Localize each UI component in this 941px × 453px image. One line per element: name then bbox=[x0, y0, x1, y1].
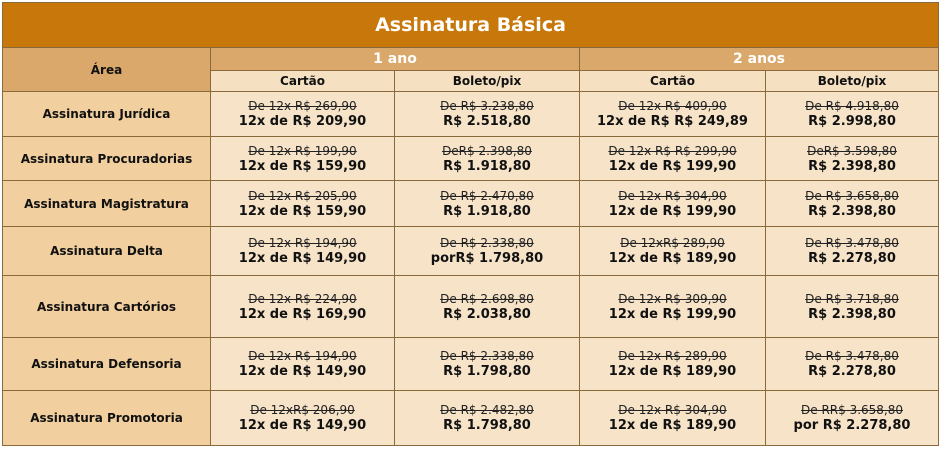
area-column-header: Área bbox=[3, 48, 211, 92]
method-header-cartao-1: Cartão bbox=[211, 71, 395, 92]
new-price: 12x de R$ 189,90 bbox=[608, 418, 737, 433]
period-header-1-ano: 1 ano bbox=[211, 48, 580, 71]
old-price: De R$ 2.470,80 bbox=[440, 188, 534, 203]
old-price: De 12x R$ 304,90 bbox=[618, 403, 727, 417]
old-price: De R$ 2.698,80 bbox=[440, 291, 534, 306]
new-price: 12x de R$ 199,90 bbox=[608, 306, 737, 322]
new-price: R$ 1.918,80 bbox=[443, 203, 531, 219]
price-cell bbox=[395, 181, 580, 227]
new-price: 12x de R$ 189,90 bbox=[608, 251, 737, 266]
pricing-table bbox=[2, 2, 939, 446]
price-cell bbox=[395, 227, 580, 276]
method-header-cartao-2: Cartão bbox=[580, 71, 766, 92]
row-label: Assinatura Delta bbox=[3, 227, 211, 276]
table-row bbox=[3, 137, 939, 181]
new-price: 12x de R$ 199,90 bbox=[608, 158, 737, 174]
new-price: 12x de R$ R$ 249,89 bbox=[597, 114, 748, 129]
table-row bbox=[3, 181, 939, 227]
table-row bbox=[3, 338, 939, 391]
old-price: DeR$ 3.598,80 bbox=[807, 143, 897, 158]
new-price: R$ 2.278,80 bbox=[808, 364, 896, 379]
method-header-boleto-2: Boleto/pix bbox=[766, 71, 939, 92]
price-cell bbox=[766, 137, 939, 181]
price-cell bbox=[766, 92, 939, 137]
price-cell bbox=[580, 227, 766, 276]
price-cell bbox=[395, 137, 580, 181]
price-cell bbox=[580, 92, 766, 137]
old-price: De 12x R$ 309,90 bbox=[618, 291, 727, 306]
new-price: porR$ 1.798,80 bbox=[430, 251, 544, 266]
price-cell bbox=[211, 338, 395, 391]
old-price: De 12x R$ 205,90 bbox=[248, 188, 357, 203]
new-price: R$ 2.998,80 bbox=[808, 114, 896, 129]
price-cell bbox=[580, 391, 766, 446]
new-price: R$ 2.398,80 bbox=[808, 306, 896, 322]
old-price: De R$ 3.478,80 bbox=[805, 349, 899, 363]
price-cell bbox=[211, 276, 395, 338]
new-price: R$ 2.038,80 bbox=[443, 306, 531, 322]
price-cell bbox=[766, 181, 939, 227]
new-price: 12x de R$ 209,90 bbox=[238, 114, 367, 129]
table-row bbox=[3, 227, 939, 276]
price-cell bbox=[580, 338, 766, 391]
old-price: De 12x R$ 269,90 bbox=[248, 99, 357, 113]
new-price: 12x de R$ 169,90 bbox=[238, 306, 367, 322]
table-row bbox=[3, 92, 939, 137]
new-price: por R$ 2.278,80 bbox=[793, 418, 911, 433]
old-price: De R$ 3.478,80 bbox=[805, 236, 899, 250]
price-cell bbox=[766, 391, 939, 446]
old-price: DeR$ 2.398,80 bbox=[442, 143, 532, 158]
price-cell bbox=[211, 391, 395, 446]
price-cell bbox=[580, 137, 766, 181]
new-price: 12x de R$ 149,90 bbox=[238, 364, 367, 379]
table-title: Assinatura Básica bbox=[3, 3, 939, 48]
old-price: De R$ 2.338,80 bbox=[440, 349, 534, 363]
table-row bbox=[3, 276, 939, 338]
price-cell bbox=[580, 181, 766, 227]
price-cell bbox=[211, 181, 395, 227]
row-label: Assinatura Jurídica bbox=[3, 92, 211, 137]
period-header-2-anos: 2 anos bbox=[580, 48, 939, 71]
old-price: De R$ 2.482,80 bbox=[440, 403, 534, 417]
new-price: R$ 1.918,80 bbox=[443, 158, 531, 174]
new-price: R$ 1.798,80 bbox=[443, 418, 531, 433]
price-cell bbox=[211, 92, 395, 137]
old-price: De 12x R$ 194,90 bbox=[248, 349, 357, 363]
new-price: R$ 2.518,80 bbox=[443, 114, 531, 129]
new-price: R$ 2.278,80 bbox=[808, 251, 896, 266]
row-label: Assinatura Procuradorias bbox=[3, 137, 211, 181]
old-price: De R$ 3.718,80 bbox=[805, 291, 899, 306]
new-price: 12x de R$ 159,90 bbox=[238, 158, 367, 174]
old-price: De R$ 4.918,80 bbox=[805, 99, 899, 113]
row-label: Assinatura Promotoria bbox=[3, 391, 211, 446]
new-price: 12x de R$ 149,90 bbox=[238, 251, 367, 266]
price-cell bbox=[395, 338, 580, 391]
old-price: De 12xR$ 289,90 bbox=[620, 236, 725, 250]
new-price: R$ 2.398,80 bbox=[808, 158, 896, 174]
old-price: De 12x R$ 199,90 bbox=[248, 143, 357, 158]
price-cell bbox=[211, 137, 395, 181]
table-row bbox=[3, 391, 939, 446]
price-cell bbox=[766, 227, 939, 276]
old-price: De R$ 2.338,80 bbox=[440, 236, 534, 250]
old-price: De 12x R$ 409,90 bbox=[618, 99, 727, 113]
price-cell bbox=[211, 227, 395, 276]
method-header-boleto-1: Boleto/pix bbox=[395, 71, 580, 92]
price-cell bbox=[395, 276, 580, 338]
price-cell bbox=[766, 338, 939, 391]
row-label: Assinatura Defensoria bbox=[3, 338, 211, 391]
row-label: Assinatura Magistratura bbox=[3, 181, 211, 227]
old-price: De 12xR$ 206,90 bbox=[250, 403, 355, 417]
old-price: De 12x R$ R$ 299,90 bbox=[608, 143, 737, 158]
new-price: 12x de R$ 189,90 bbox=[608, 364, 737, 379]
old-price: De 12x R$ 304,90 bbox=[618, 188, 727, 203]
old-price: De 12x R$ 289,90 bbox=[618, 349, 727, 363]
old-price: De R$ 3.658,80 bbox=[805, 188, 899, 203]
old-price: De 12x R$ 194,90 bbox=[248, 236, 357, 250]
new-price: R$ 2.398,80 bbox=[808, 203, 896, 219]
new-price: 12x de R$ 159,90 bbox=[238, 203, 367, 219]
price-cell bbox=[395, 92, 580, 137]
price-cell bbox=[766, 276, 939, 338]
new-price: R$ 1.798,80 bbox=[443, 364, 531, 379]
old-price: De 12x R$ 224,90 bbox=[248, 291, 357, 306]
new-price: 12x de R$ 199,90 bbox=[608, 203, 737, 219]
price-cell bbox=[580, 276, 766, 338]
row-label: Assinatura Cartórios bbox=[3, 276, 211, 338]
new-price: 12x de R$ 149,90 bbox=[238, 418, 367, 433]
old-price: De R$ 3.238,80 bbox=[440, 99, 534, 113]
old-price: De RR$ 3.658,80 bbox=[801, 403, 903, 417]
price-cell bbox=[395, 391, 580, 446]
